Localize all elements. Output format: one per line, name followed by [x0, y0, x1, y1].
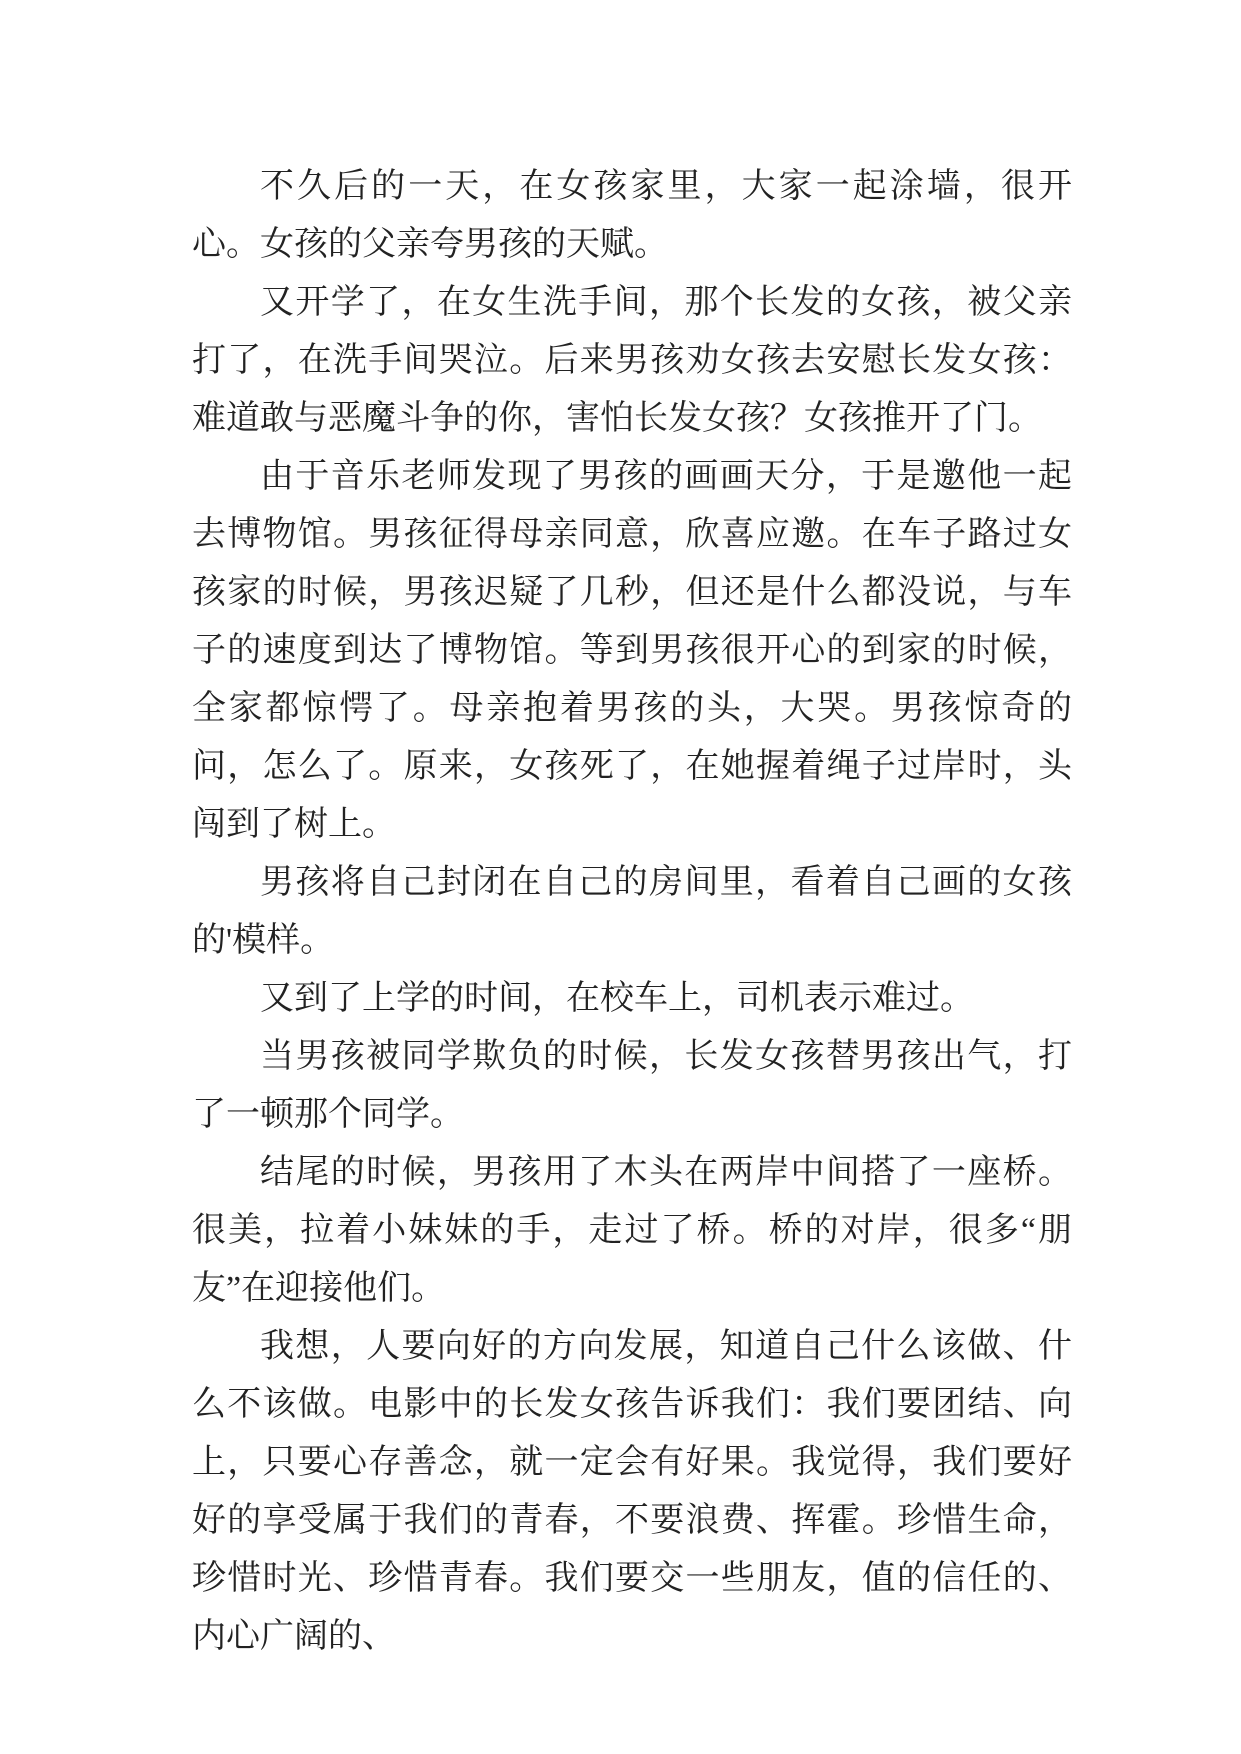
paragraph: 由于音乐老师发现了男孩的画画天分，于是邀他一起去博物馆。男孩征得母亲同意，欣喜应邀。在车子路过女孩家的时候，男孩迟疑了几秒，但还是什么都没说，与车子的速度到达了博物馆。等到男孩很开心的到家的时候，全家都惊愕了。母亲抱着男孩的头，大哭。男孩惊奇的问，怎么了。原来，女孩死了，在她握着绳子过岸时，头闯到了树上。 — [192, 458, 1072, 843]
paragraph: 不久后的一天，在女孩家里，大家一起涂墙，很开心。女孩的父亲夸男孩的天赋。 — [192, 168, 1072, 263]
paragraph: 男孩将自己封闭在自己的房间里，看着自己画的女孩的'模样。 — [192, 864, 1072, 959]
paragraph: 又到了上学的时间，在校车上，司机表示难过。 — [260, 980, 974, 1017]
paragraph: 结尾的时候，男孩用了木头在两岸中间搭了一座桥。很美，拉着小妹妹的手，走过了桥。桥的对岸，很多“朋友”在迎接他们。 — [192, 1154, 1072, 1307]
paragraph: 又开学了，在女生洗手间，那个长发的女孩，被父亲打了，在洗手间哭泣。后来男孩劝女孩去安慰长发女孩：难道敢与恶魔斗争的你，害怕长发女孩？女孩推开了门。 — [192, 284, 1072, 437]
paragraph: 当男孩被同学欺负的时候，长发女孩替男孩出气，打了一顿那个同学。 — [192, 1038, 1072, 1133]
document-body — [192, 158, 1072, 1666]
paragraph: 我想，人要向好的方向发展，知道自己什么该做、什么不该做。电影中的长发女孩告诉我们：我们要团结、向上，只要心存善念，就一定会有好果。我觉得，我们要好好的享受属于我们的青春，不要浪费、挥霍。珍惜生命，珍惜时光、珍惜青春。我们要交一些朋友，值的信任的、内心广阔的、 — [192, 1328, 1072, 1655]
